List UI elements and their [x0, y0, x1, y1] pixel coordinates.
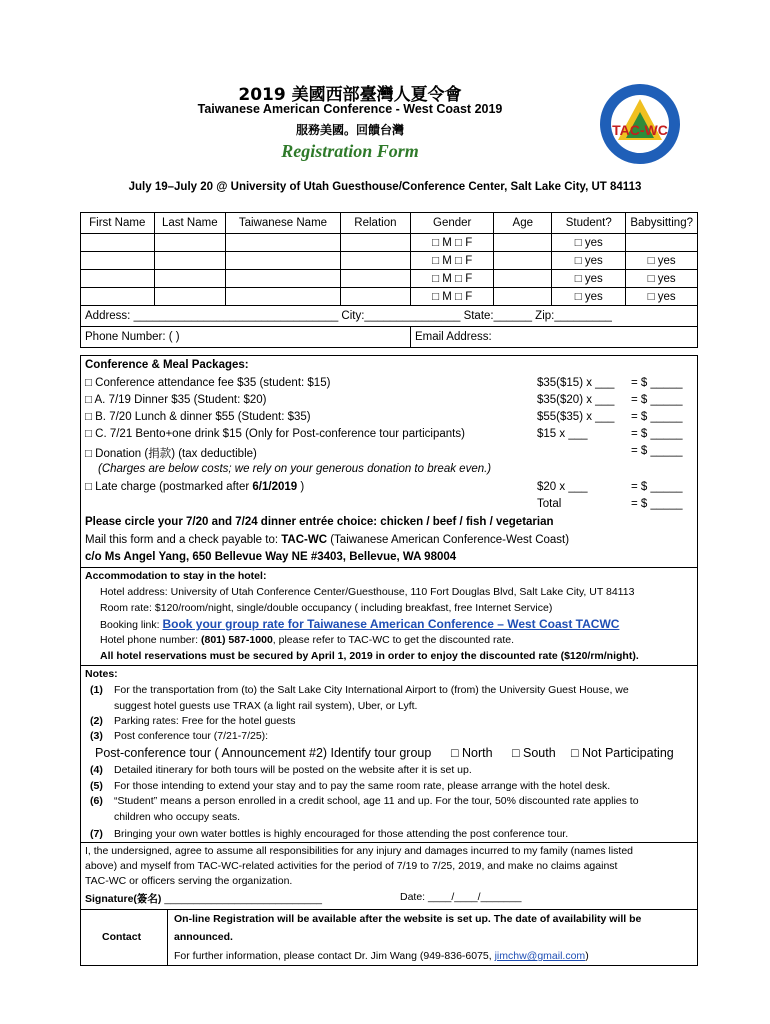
package-price: $55($35) x ___: [537, 411, 615, 423]
relation-cell[interactable]: [340, 288, 410, 306]
participant-table: [80, 212, 698, 348]
logo-text: TAC-WC: [612, 122, 668, 138]
contact-line-2: announced.: [174, 931, 233, 943]
hotel-phone-number: (801) 587-1000: [200, 634, 273, 646]
babysitting-option[interactable]: □ yes: [626, 252, 698, 270]
relation-cell[interactable]: [340, 270, 410, 288]
col-age: Age: [494, 213, 552, 234]
babysitting-option[interactable]: □ yes: [626, 288, 698, 306]
gender-options[interactable]: □ M □ F: [410, 234, 493, 252]
taiwanese-name-cell[interactable]: [226, 288, 341, 306]
last-name-cell[interactable]: [154, 252, 226, 270]
package-price: $15 x ___: [537, 428, 588, 440]
address-line[interactable]: Address: ________________________________ City:_______________ State:______ Zip:_________: [81, 306, 698, 327]
package-c[interactable]: □ C. 7/21 Bento+one drink $15 (Only for Post-conference tour participants): [85, 428, 465, 440]
mail-line: [85, 534, 569, 546]
last-name-cell[interactable]: [154, 270, 226, 288]
note-4: Detailed itinerary for both tours will be posted on the website after it is set up.: [114, 764, 472, 776]
tour-none-option[interactable]: □ Not Participating: [571, 746, 674, 760]
package-total[interactable]: = $ _____: [631, 445, 683, 457]
waiver-line-1: I, the undersigned, agree to assume all responsibilities for any injury and damages incurred to my family (names listed: [85, 845, 634, 857]
contact-line-1: On-line Registration will be available after the website is set up. The date of availability will be: [174, 913, 642, 925]
col-taiwanese-name: Taiwanese Name: [226, 213, 341, 234]
gender-options[interactable]: □ M □ F: [410, 288, 493, 306]
hotel-phone: [100, 634, 514, 646]
relation-cell[interactable]: [340, 252, 410, 270]
student-option[interactable]: □ yes: [552, 234, 626, 252]
note-number: (1): [90, 684, 103, 696]
mail-line-pre: Mail this form and a check payable to:: [85, 534, 282, 546]
babysitting-option[interactable]: □ yes: [626, 270, 698, 288]
package-total[interactable]: = $ _____: [631, 428, 683, 440]
table-row: [81, 234, 698, 252]
taiwanese-name-cell[interactable]: [226, 234, 341, 252]
student-option[interactable]: □ yes: [552, 288, 626, 306]
relation-cell[interactable]: [340, 234, 410, 252]
first-name-cell[interactable]: [81, 252, 155, 270]
total-value[interactable]: = $ _____: [631, 498, 683, 510]
note-2: Parking rates: Free for the hotel guests: [114, 715, 296, 727]
student-option[interactable]: □ yes: [552, 270, 626, 288]
note-3: Post conference tour (7/21-7/25):: [114, 730, 269, 742]
contact-line-3: [174, 950, 589, 962]
age-cell[interactable]: [494, 270, 552, 288]
hotel-heading-text: Accommodation to stay in the hotel: [85, 570, 263, 582]
hotel-address: Hotel address: University of Utah Conference Center/Guesthouse, 110 Fort Douglas Blvd, Salt Lake City, UT 84113: [100, 586, 635, 598]
hotel-rate: Room rate: $120/room/night, single/double occupancy ( including breakfast, free Internet Service): [100, 602, 553, 614]
col-gender: Gender: [410, 213, 493, 234]
mail-line-post: (Taiwanese American Conference-West Coast): [327, 534, 570, 546]
last-name-cell[interactable]: [154, 288, 226, 306]
contact-line-3-pre: For further information, please contact Dr. Jim Wang (949-836-6075,: [174, 950, 495, 962]
age-cell[interactable]: [494, 288, 552, 306]
note-6b: children who occupy seats.: [114, 811, 241, 823]
note-number: (7): [90, 828, 103, 840]
note-7: Bringing your own water bottles is highly encouraged for those attending the post conference tour.: [114, 828, 569, 840]
slogan-chinese: 服務美國。回饋台灣: [295, 123, 404, 137]
late-charge-date: 6/1/2019: [252, 481, 298, 493]
phone-field[interactable]: Phone Number: ( ): [81, 327, 411, 348]
total-label: Total: [537, 498, 562, 510]
signature-field[interactable]: [85, 891, 322, 906]
package-donation[interactable]: □ Donation (捐款) (tax deductible): [85, 448, 257, 460]
hotel-deadline: All hotel reservations must be secured by April 1, 2019 in order to enjoy the discounted rate ($120/rm/night).: [100, 650, 639, 662]
hotel-phone-pre: Hotel phone number:: [100, 634, 201, 646]
babysitting-cell[interactable]: [626, 234, 698, 252]
age-cell[interactable]: [494, 234, 552, 252]
dinner-choice: Please circle your 7/20 and 7/24 dinner entrée choice: chicken / beef / fish / vegetarian: [85, 516, 554, 528]
contact-email-link[interactable]: jimchw@gmail.com: [494, 950, 586, 962]
table-row: [81, 288, 698, 306]
tac-wc-logo: [592, 82, 688, 166]
booking-label: Booking link:: [100, 619, 163, 631]
gender-options[interactable]: □ M □ F: [410, 270, 493, 288]
email-field[interactable]: Email Address:: [410, 327, 697, 348]
package-total[interactable]: = $ _____: [631, 394, 683, 406]
hotel-heading: Accommodation to stay in the hotel:: [85, 570, 267, 582]
first-name-cell[interactable]: [81, 270, 155, 288]
package-total[interactable]: = $ _____: [631, 411, 683, 423]
packages-heading: Conference & Meal Packages:: [85, 359, 249, 371]
form-title: Registration Form: [281, 141, 419, 161]
notes-heading: Notes:: [85, 668, 118, 680]
contact-label: Contact: [102, 931, 142, 943]
col-babysitting: Babysitting?: [626, 213, 698, 234]
booking-link[interactable]: Book your group rate for Taiwanese American Conference – West Coast TACWC: [162, 617, 620, 631]
note-number: (5): [90, 780, 103, 792]
title-chinese: 2019 美國西部臺灣人夏令會: [238, 85, 462, 105]
taiwanese-name-cell[interactable]: [226, 252, 341, 270]
signature-label: Signature(簽名): [85, 893, 162, 905]
note-number: (6): [90, 795, 103, 807]
tour-label: Post-conference tour ( Announcement #2) Identify tour group: [95, 746, 432, 760]
tour-south-option[interactable]: □ South: [512, 746, 556, 760]
note-number: (2): [90, 715, 103, 727]
signature-line: ___________________________: [161, 893, 323, 905]
col-last-name: Last Name: [154, 213, 226, 234]
tour-north-option[interactable]: □ North: [451, 746, 493, 760]
col-student: Student?: [552, 213, 626, 234]
late-charge[interactable]: [85, 481, 304, 493]
note-number: (3): [90, 730, 103, 742]
package-price: $35($15) x ___: [537, 377, 615, 389]
late-charge-close: ): [297, 481, 305, 493]
late-charge-label: □ Late charge (postmarked after: [85, 481, 253, 493]
event-line: July 19–July 20 @ University of Utah Guesthouse/Conference Center, Salt Lake City, UT 84113: [128, 181, 642, 193]
hotel-phone-post: , please refer to TAC-WC to get the discounted rate.: [272, 634, 515, 646]
gender-options[interactable]: □ M □ F: [410, 252, 493, 270]
note-number: (4): [90, 764, 103, 776]
taiwanese-name-cell[interactable]: [226, 270, 341, 288]
note-1a: For the transportation from (to) the Salt Lake City International Airport to (from) the University Guest House, we: [114, 684, 629, 696]
mail-address: c/o Ms Angel Yang, 650 Bellevue Way NE #3403, Bellevue, WA 98004: [85, 551, 457, 563]
late-total[interactable]: = $ _____: [631, 481, 683, 493]
last-name-cell[interactable]: [154, 234, 226, 252]
package-a[interactable]: □ A. 7/19 Dinner $35 (Student: $20): [85, 394, 267, 406]
note-6a: “Student” means a person enrolled in a credit school, age 11 and up. For the tour, 50% discounted rate applies to: [114, 795, 639, 807]
late-price: $20 x ___: [537, 481, 588, 493]
waiver-line-3: TAC-WC or officers serving the organization.: [85, 875, 293, 887]
package-total[interactable]: = $ _____: [631, 377, 683, 389]
first-name-cell[interactable]: [81, 288, 155, 306]
age-cell[interactable]: [494, 252, 552, 270]
package-price: $35($20) x ___: [537, 394, 615, 406]
charges-note: (Charges are below costs; we rely on your generous donation to break even.): [98, 463, 492, 475]
student-option[interactable]: □ yes: [552, 252, 626, 270]
col-first-name: First Name: [81, 213, 155, 234]
note-5: For those intending to extend your stay and to pay the same room rate, please arrange with the hotel desk.: [114, 780, 611, 792]
col-relation: Relation: [340, 213, 410, 234]
mail-payee: TAC-WC: [281, 534, 328, 546]
first-name-cell[interactable]: [81, 234, 155, 252]
note-1b: suggest hotel guests use TRAX (a light rail system), Uber, or Lyft.: [114, 700, 418, 712]
package-b[interactable]: □ B. 7/20 Lunch & dinner $55 (Student: $35): [85, 411, 311, 423]
table-row: [81, 252, 698, 270]
package-attendance[interactable]: □ Conference attendance fee $35 (student: $15): [85, 377, 331, 389]
booking-line: [100, 617, 619, 631]
table-row: [81, 270, 698, 288]
waiver-line-2: above) and myself from TAC-WC-related activities for the period of 7/19 to 7/25, 2019, and make no claims against: [85, 860, 618, 872]
contact-line-3-post: ): [585, 950, 589, 962]
title-english: Taiwanese American Conference - West Coast 2019: [197, 102, 503, 116]
date-field[interactable]: Date: ____/____/_______: [400, 891, 522, 903]
